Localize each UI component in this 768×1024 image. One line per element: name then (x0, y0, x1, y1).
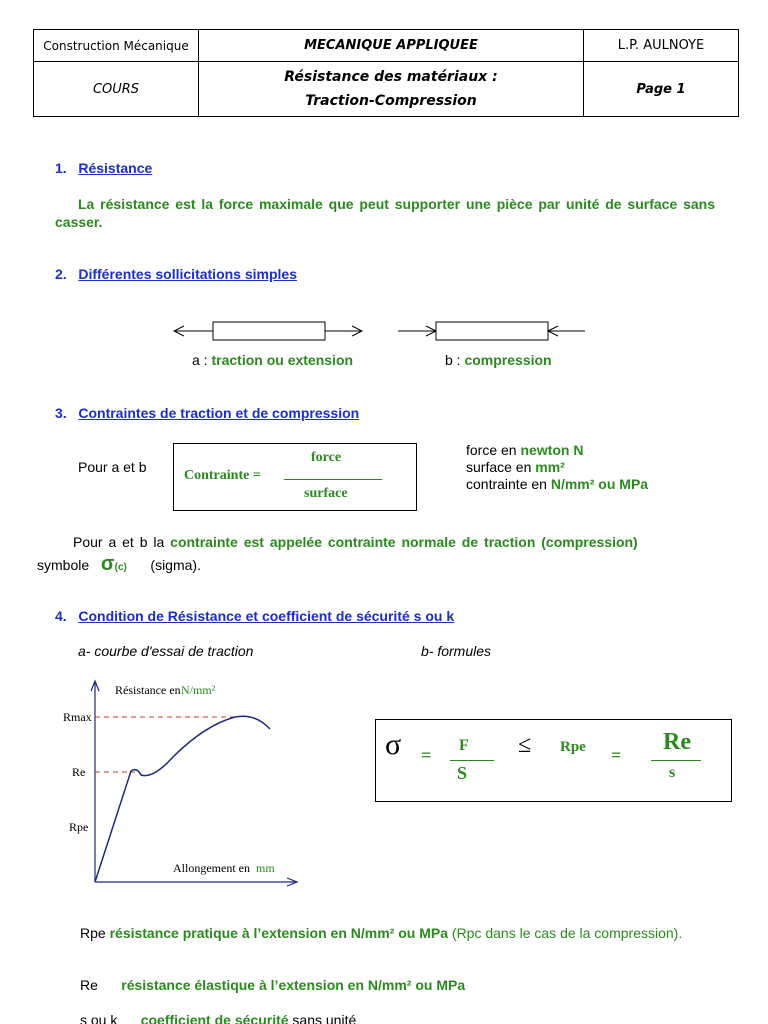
traction-diagram (174, 322, 362, 340)
y-axis-label: Résistance en (115, 683, 181, 697)
formula-eq1: = (421, 745, 432, 765)
section-title: Résistance (78, 160, 153, 176)
lesson-title-line2: Traction-Compression (305, 93, 477, 109)
rpe-label: Rpe (69, 820, 89, 834)
header-page (584, 62, 738, 116)
s-definition: s ou k coefficient de sécurité sans unité (80, 1012, 357, 1024)
lesson-title-line1: Résistance des matériaux : (284, 69, 498, 85)
formula-S: S (457, 763, 468, 783)
formula-Re: Re (663, 729, 691, 755)
label-compression: b : compression (445, 352, 552, 368)
formula-bar1 (450, 760, 494, 761)
header-subject: Construction Mécanique (34, 30, 199, 62)
compression-label: compression (464, 352, 552, 368)
section-title: Condition de Résistance et coefficient de sécurité s ou k (78, 608, 455, 624)
header-lesson-title (199, 62, 584, 116)
section-number: 3. (55, 405, 67, 421)
caption-courbe: a- courbe d'essai de traction (78, 643, 254, 659)
contrainte-eq: Contrainte = (184, 468, 261, 483)
section-title: Différentes sollicitations simples (78, 266, 297, 282)
sollicitations-diagram (170, 318, 590, 346)
section-1-heading (55, 160, 152, 176)
units-list (466, 442, 648, 493)
formula-sigma: σ (385, 728, 402, 761)
tensile-curve (95, 716, 270, 882)
section-number: 1. (55, 160, 67, 176)
contrainte-formula-box (173, 443, 417, 511)
formula-F: F (459, 737, 469, 754)
header-school: L.P. AULNOYE (584, 30, 738, 62)
formula-s: s (669, 764, 676, 781)
compression-diagram (398, 322, 585, 340)
x-axis-unit: mm (256, 861, 275, 875)
rpe-definition: Rpe résistance pratique à l’extension en N/mm² ou MPa (Rpc dans le cas de la compression). (80, 925, 683, 941)
unit-contrainte: contrainte en N/mm² ou MPa (466, 476, 649, 492)
tensile-curve-graph (55, 675, 315, 895)
section-title: Contraintes de traction et de compression (78, 405, 360, 421)
formula-rpe: Rpe (560, 739, 586, 755)
x-axis-label: Allongement en (173, 861, 250, 875)
caption-formules: b- formules (421, 643, 492, 659)
re-label: Re (72, 765, 86, 779)
resistance-formula-box (375, 719, 732, 802)
re-definition: Re résistance élastique à l’extension en N/mm² ou MPa (80, 977, 466, 993)
unit-surface: surface en mm² (466, 459, 565, 475)
denominator-surface: surface (304, 486, 348, 501)
numerator-force: force (311, 450, 342, 465)
fraction-bar (284, 479, 382, 480)
pour-a-et-b: Pour a et b (78, 459, 147, 475)
section-3-paragraph: Pour a et b la contrainte est appelée contrainte normale de traction (compression) symbole σ(c) (sigma). (37, 534, 638, 575)
section-number: 2. (55, 266, 67, 282)
section-2-heading (55, 266, 297, 282)
page-number: 1 (676, 81, 686, 97)
header-course-title: MECANIQUE APPLIQUEE (199, 30, 584, 62)
formula-eq2: = (611, 745, 622, 765)
sigma-symbol: σ (100, 553, 115, 575)
section-4-heading (55, 608, 454, 624)
header-table (33, 29, 739, 117)
y-axis-unit: N/mm² (181, 683, 216, 697)
section-1-text: La résistance est la force maximale que peut supporter une pièce par unité de surface sans casser. (55, 196, 715, 230)
rmax-label: Rmax (63, 710, 92, 724)
formula-le: ≤ (518, 732, 532, 758)
label-traction: a : traction ou extension (192, 352, 354, 368)
section-number: 4. (55, 608, 67, 624)
formula-bar2 (651, 760, 701, 761)
traction-label: traction ou extension (211, 352, 354, 368)
page-label: Page (636, 81, 672, 97)
header-type: COURS (34, 62, 199, 116)
unit-force: force en newton N (466, 442, 584, 458)
section-3-heading (55, 405, 359, 421)
